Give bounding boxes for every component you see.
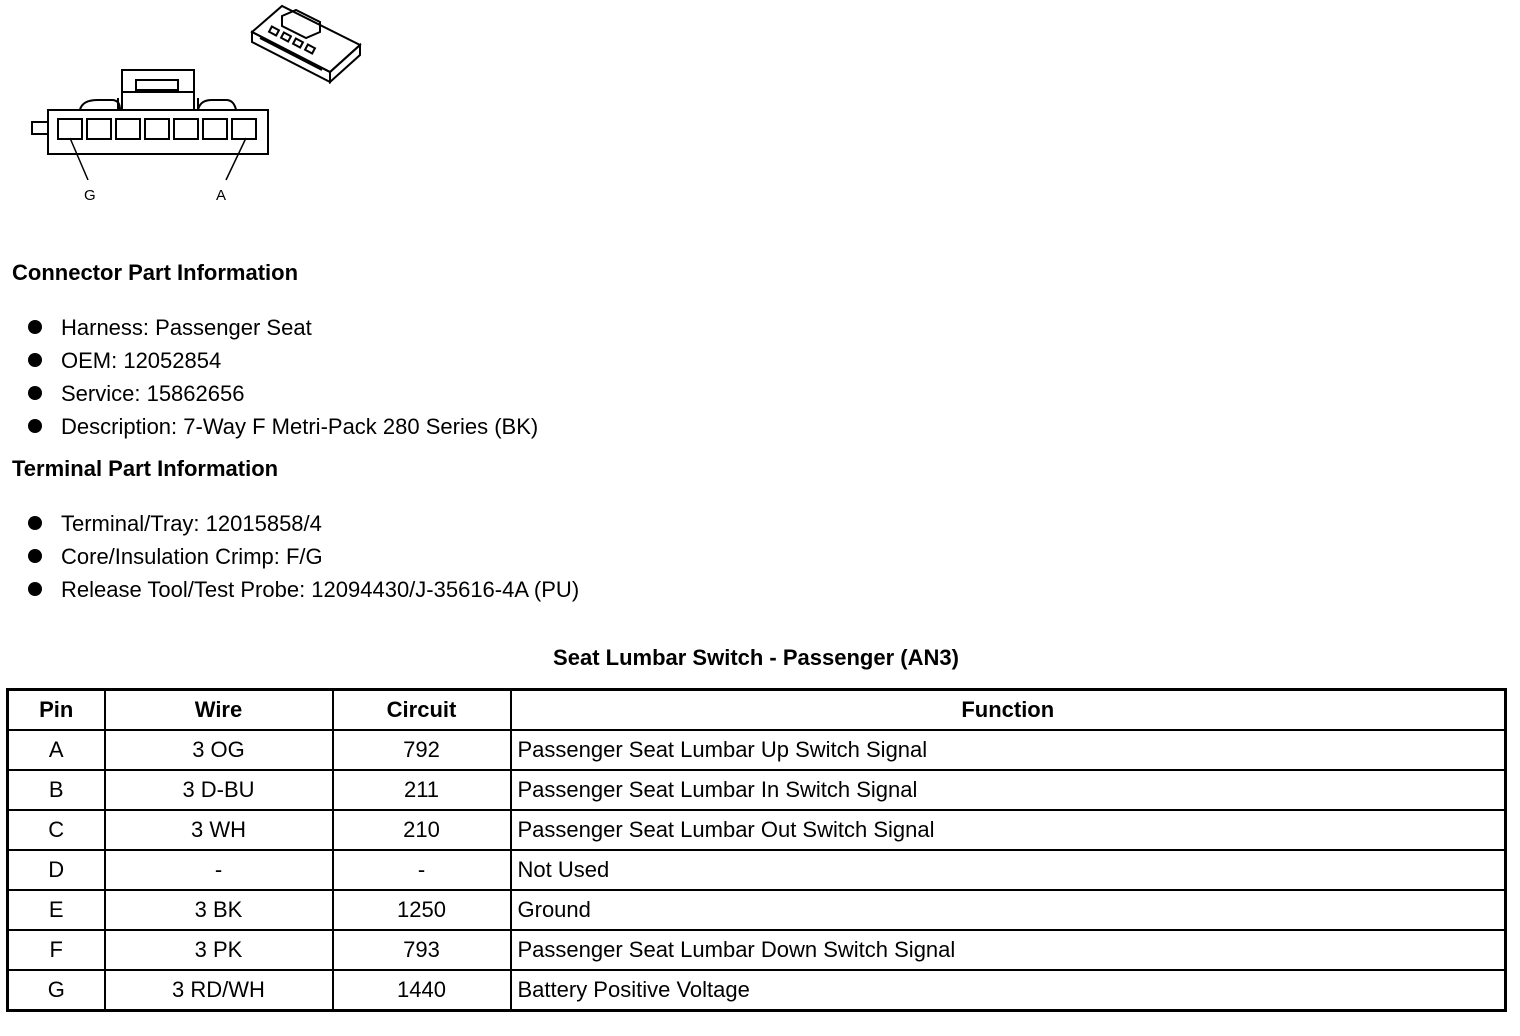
cell-wire: 3 BK <box>105 890 333 930</box>
bullet-icon <box>28 516 42 530</box>
table-header-row <box>8 690 1506 731</box>
list-item <box>28 311 538 344</box>
terminal-info-title: Terminal Part Information <box>12 456 279 481</box>
connector-oem: OEM: 12052854 <box>61 348 222 373</box>
table-row <box>8 730 1506 770</box>
connector-info-title: Connector Part Information <box>12 260 299 285</box>
connector-description: Description: 7-Way F Metri-Pack 280 Series (BK) <box>61 414 539 439</box>
table-row <box>8 930 1506 970</box>
bullet-icon <box>28 419 42 433</box>
cell-function: Battery Positive Voltage <box>511 970 1506 1011</box>
cell-circuit: 792 <box>333 730 511 770</box>
cell-wire: 3 OG <box>105 730 333 770</box>
table-row <box>8 890 1506 930</box>
terminal-release-tool: Release Tool/Test Probe: 12094430/J-35616-4A (PU) <box>61 577 580 602</box>
bullet-icon <box>28 549 42 563</box>
cell-wire: 3 WH <box>105 810 333 850</box>
cell-wire: - <box>105 850 333 890</box>
list-item <box>28 377 538 410</box>
cell-function: Not Used <box>511 850 1506 890</box>
cell-pin: A <box>8 730 105 770</box>
cell-circuit: 210 <box>333 810 511 850</box>
connector-front-view <box>32 70 268 180</box>
cell-pin: C <box>8 810 105 850</box>
table-caption: Seat Lumbar Switch - Passenger (AN3) <box>553 645 959 670</box>
terminal-info-list <box>28 507 579 606</box>
cell-function: Passenger Seat Lumbar Out Switch Signal <box>511 810 1506 850</box>
cell-pin: E <box>8 890 105 930</box>
header-pin: Pin <box>8 690 105 731</box>
list-item <box>28 540 579 573</box>
connector-info-list <box>28 311 538 443</box>
bullet-icon <box>28 353 42 367</box>
cell-pin: D <box>8 850 105 890</box>
cell-circuit: 793 <box>333 930 511 970</box>
cell-circuit: 1440 <box>333 970 511 1011</box>
header-circuit: Circuit <box>333 690 511 731</box>
list-item <box>28 507 579 540</box>
pin-label-a: A <box>216 187 227 204</box>
cell-circuit: - <box>333 850 511 890</box>
bullet-icon <box>28 320 42 334</box>
table-row <box>8 850 1506 890</box>
table-row <box>8 770 1506 810</box>
connector-service: Service: 15862656 <box>61 381 245 406</box>
table-row <box>8 970 1506 1011</box>
terminal-crimp: Core/Insulation Crimp: F/G <box>61 544 323 569</box>
connector-diagram <box>20 0 380 215</box>
cell-wire: 3 PK <box>105 930 333 970</box>
list-item <box>28 573 579 606</box>
bullet-icon <box>28 386 42 400</box>
cell-function: Passenger Seat Lumbar Up Switch Signal <box>511 730 1506 770</box>
pin-label-g: G <box>84 187 96 204</box>
cell-pin: B <box>8 770 105 810</box>
connector-3d-view <box>252 6 360 82</box>
header-function: Function <box>511 690 1506 731</box>
list-item <box>28 344 538 377</box>
header-wire: Wire <box>105 690 333 731</box>
table-row <box>8 810 1506 850</box>
cell-pin: G <box>8 970 105 1011</box>
cell-wire: 3 RD/WH <box>105 970 333 1011</box>
pin-table <box>6 688 1507 1012</box>
cell-function: Passenger Seat Lumbar In Switch Signal <box>511 770 1506 810</box>
list-item <box>28 410 538 443</box>
cell-circuit: 211 <box>333 770 511 810</box>
connector-harness: Harness: Passenger Seat <box>61 315 312 340</box>
terminal-tray: Terminal/Tray: 12015858/4 <box>61 511 322 536</box>
cell-function: Ground <box>511 890 1506 930</box>
bullet-icon <box>28 582 42 596</box>
cell-wire: 3 D-BU <box>105 770 333 810</box>
cell-function: Passenger Seat Lumbar Down Switch Signal <box>511 930 1506 970</box>
cell-pin: F <box>8 930 105 970</box>
cell-circuit: 1250 <box>333 890 511 930</box>
